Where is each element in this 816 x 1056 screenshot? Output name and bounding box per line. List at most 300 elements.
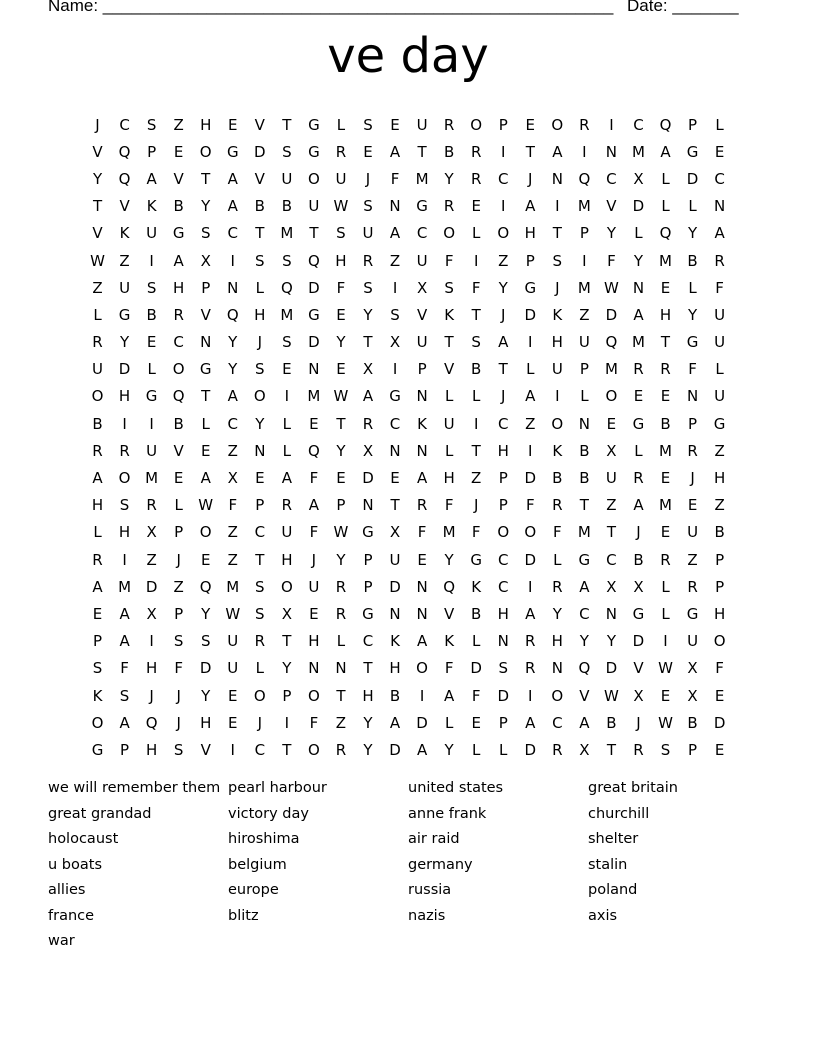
grid-letter: Q (307, 441, 320, 460)
grid-letter: V (606, 197, 617, 216)
grid-letter: J (176, 550, 181, 569)
grid-letter: Y (119, 333, 130, 352)
grid-letter: A (525, 387, 536, 406)
grid-letter: R (443, 197, 455, 216)
grid-letter: L (336, 632, 346, 651)
word-list-item: air raid (408, 831, 460, 847)
grid-letter: L (661, 197, 670, 216)
grid-letter: D (605, 659, 618, 678)
grid-letter: S (282, 251, 292, 270)
grid-letter: X (389, 523, 401, 542)
grid-letter: M (118, 577, 132, 596)
grid-letter: X (633, 577, 644, 596)
grid-letter: R (443, 115, 455, 134)
grid-letter: A (389, 142, 401, 161)
grid-letter: R (552, 577, 563, 596)
grid-letter: A (227, 387, 238, 406)
grid-letter: E (336, 305, 346, 324)
grid-letter: L (174, 496, 183, 515)
grid-letter: Z (471, 469, 482, 488)
grid-letter: O (551, 115, 564, 134)
grid-letter: Q (172, 387, 185, 406)
grid-letter: C (497, 169, 509, 188)
name-field-label: Name: ______________________________________________________ (48, 0, 614, 15)
grid-letter: B (687, 713, 698, 732)
grid-letter: A (416, 469, 428, 488)
grid-letter: W (603, 278, 619, 297)
grid-letter: U (551, 360, 563, 379)
grid-letter: B (471, 360, 482, 379)
grid-letter: J (365, 169, 371, 188)
grid-letter: V (254, 169, 265, 188)
grid-letter: N (416, 577, 428, 596)
grid-letter: R (335, 142, 347, 161)
grid-letter: Y (552, 604, 562, 623)
grid-letter: T (309, 224, 319, 243)
grid-letter: P (498, 496, 508, 515)
grid-letter: K (471, 577, 482, 596)
grid-letter: L (147, 360, 156, 379)
grid-letter: S (282, 333, 292, 352)
grid-letter: C (416, 224, 428, 243)
grid-letter: B (254, 197, 265, 216)
grid-letter: E (336, 469, 346, 488)
grid-letter: L (472, 632, 481, 651)
grid-letter: O (443, 224, 456, 243)
grid-letter: K (417, 414, 427, 433)
grid-letter: M (631, 142, 645, 161)
grid-letter: S (498, 659, 508, 678)
grid-letter: D (713, 713, 726, 732)
grid-letter: P (336, 496, 346, 515)
grid-letter: G (578, 550, 591, 569)
grid-letter: D (524, 550, 537, 569)
grid-letter: V (173, 441, 184, 460)
grid-letter: U (308, 577, 320, 596)
grid-letter: I (122, 550, 127, 569)
grid-letter: Y (336, 550, 346, 569)
grid-letter: G (145, 387, 158, 406)
grid-letter: U (687, 523, 699, 542)
grid-letter: G (713, 414, 726, 433)
grid-letter: T (201, 169, 211, 188)
grid-letter: C (633, 115, 644, 134)
grid-letter: M (442, 523, 456, 542)
grid-letter: O (416, 659, 428, 678)
grid-letter: C (227, 224, 238, 243)
grid-letter: P (579, 224, 589, 243)
word-search-grid (84, 111, 733, 764)
grid-letter: M (307, 387, 321, 406)
grid-letter: A (552, 142, 563, 161)
grid-letter: D (524, 469, 537, 488)
grid-letter: P (525, 251, 535, 270)
word-list-item: poland (588, 882, 638, 898)
grid-letter: L (634, 224, 643, 243)
grid-letter: S (92, 659, 103, 678)
word-list-item: germany (408, 856, 473, 873)
grid-letter: N (416, 387, 428, 406)
grid-letter: A (146, 169, 157, 188)
grid-letter: F (471, 686, 481, 705)
grid-letter: P (174, 523, 184, 542)
grid-letter: E (228, 115, 238, 134)
grid-letter: I (555, 387, 560, 406)
grid-letter: P (255, 496, 265, 515)
grid-letter: F (444, 251, 454, 270)
grid-letter: H (281, 550, 293, 569)
grid-letter: R (281, 496, 293, 515)
grid-letter: P (363, 550, 373, 569)
grid-letter: P (498, 713, 508, 732)
grid-letter: A (92, 469, 103, 488)
grid-letter: A (389, 713, 401, 732)
grid-letter: Q (578, 169, 591, 188)
grid-letter: F (444, 496, 454, 515)
grid-letter: D (416, 713, 428, 732)
grid-letter: Y (687, 305, 698, 324)
grid-letter: D (389, 740, 401, 759)
grid-letter: I (528, 686, 533, 705)
word-list (48, 778, 768, 957)
grid-letter: S (200, 224, 211, 243)
grid-letter: U (605, 469, 617, 488)
grid-letter: P (363, 577, 373, 596)
grid-letter: I (230, 251, 235, 270)
grid-letter: I (582, 142, 587, 161)
grid-letter: Z (687, 550, 698, 569)
grid-letter: U (308, 197, 320, 216)
grid-letter: N (416, 441, 428, 460)
grid-letter: I (149, 414, 154, 433)
grid-letter: A (416, 632, 428, 651)
grid-letter: H (335, 251, 347, 270)
grid-letter: Y (201, 686, 211, 705)
word-list-item: war (48, 933, 75, 949)
grid-letter: D (632, 632, 645, 651)
grid-letter: F (444, 659, 454, 678)
grid-letter: H (551, 632, 563, 651)
word-list-item: hiroshima (228, 831, 300, 847)
grid-letter: N (254, 441, 266, 460)
grid-letter: X (606, 441, 617, 460)
grid-letter: L (688, 278, 697, 297)
grid-letter: T (201, 387, 211, 406)
grid-letter: D (254, 142, 266, 161)
page-title: ve day (327, 28, 489, 84)
grid-letter: S (390, 305, 400, 324)
grid-letter: P (498, 115, 508, 134)
grid-letter: H (254, 305, 266, 324)
grid-letter: T (471, 305, 481, 324)
grid-letter: G (524, 278, 537, 297)
grid-letter: I (392, 278, 398, 297)
grid-letter: H (362, 686, 374, 705)
grid-letter: Y (444, 550, 454, 569)
grid-letter: F (309, 713, 319, 732)
grid-letter: A (416, 740, 428, 759)
grid-letter: M (280, 305, 294, 324)
grid-letter: S (552, 251, 563, 270)
grid-letter: H (145, 740, 158, 759)
grid-letter: Y (255, 414, 265, 433)
grid-letter: M (280, 224, 294, 243)
word-list-item: victory day (228, 805, 309, 822)
grid-letter: G (308, 115, 320, 134)
grid-letter: Z (579, 305, 590, 324)
grid-letter: A (119, 604, 130, 623)
grid-letter: H (308, 632, 320, 651)
grid-letter: U (335, 169, 347, 188)
grid-letter: O (497, 224, 510, 243)
grid-letter: N (551, 659, 563, 678)
grid-letter: G (686, 142, 699, 161)
grid-letter: E (633, 387, 644, 406)
grid-letter: N (389, 441, 401, 460)
grid-letter: A (92, 577, 103, 596)
grid-letter: R (173, 305, 184, 324)
grid-letter: H (497, 604, 509, 623)
grid-letter: E (92, 604, 103, 623)
grid-letter: G (389, 387, 401, 406)
grid-letter: U (146, 441, 158, 460)
grid-letter: A (660, 142, 671, 161)
grid-letter: I (230, 740, 235, 759)
grid-letter: H (659, 305, 672, 324)
grid-letter: Q (226, 305, 239, 324)
grid-letter: X (633, 686, 644, 705)
grid-letter: B (579, 441, 590, 460)
grid-letter: I (528, 333, 533, 352)
grid-letter: R (525, 659, 536, 678)
grid-letter: T (336, 686, 346, 705)
grid-letter: Y (363, 305, 373, 324)
grid-letter: M (577, 523, 591, 542)
grid-letter: T (255, 224, 265, 243)
grid-letter: Q (578, 659, 591, 678)
grid-letter: U (714, 305, 726, 324)
grid-letter: N (578, 414, 590, 433)
grid-letter: I (284, 387, 290, 406)
word-list-item: great britain (588, 780, 678, 796)
grid-letter: T (363, 659, 373, 678)
grid-letter: L (715, 115, 724, 134)
grid-letter: O (91, 713, 104, 732)
grid-letter: X (146, 523, 157, 542)
grid-letter: G (470, 550, 482, 569)
grid-letter: O (172, 360, 185, 379)
grid-letter: X (633, 169, 644, 188)
grid-letter: T (390, 496, 400, 515)
grid-letter: K (552, 305, 563, 324)
grid-letter: T (444, 333, 454, 352)
grid-letter: X (687, 659, 698, 678)
grid-letter: C (254, 523, 266, 542)
grid-letter: Y (228, 333, 238, 352)
grid-letter: H (389, 659, 401, 678)
grid-letter: V (92, 224, 103, 243)
grid-letter: Y (363, 740, 373, 759)
grid-letter: I (473, 414, 479, 433)
grid-letter: L (661, 577, 670, 596)
grid-letter: L (472, 740, 481, 759)
grid-letter: C (606, 550, 617, 569)
grid-letter: P (93, 632, 103, 651)
grid-letter: O (307, 169, 320, 188)
grid-letter: Z (714, 441, 725, 460)
grid-letter: E (417, 550, 427, 569)
grid-letter: J (690, 469, 695, 488)
grid-letter: L (282, 441, 292, 460)
grid-letter: S (173, 740, 184, 759)
grid-letter: O (470, 115, 483, 134)
grid-letter: F (309, 523, 319, 542)
grid-letter: J (176, 686, 181, 705)
grid-letter: L (661, 604, 670, 623)
grid-letter: S (363, 115, 373, 134)
grid-letter: M (415, 169, 429, 188)
grid-letter: S (173, 632, 184, 651)
grid-letter: F (688, 360, 697, 379)
grid-letter: W (658, 659, 673, 678)
grid-letter: H (173, 278, 185, 297)
grid-letter: C (714, 169, 725, 188)
grid-letter: L (255, 659, 264, 678)
grid-letter: R (687, 577, 698, 596)
grid-letter: Z (335, 713, 347, 732)
grid-letter: E (714, 740, 725, 759)
grid-letter: E (173, 142, 184, 161)
grid-letter: H (524, 224, 536, 243)
grid-letter: V (633, 659, 644, 678)
grid-letter: E (173, 469, 184, 488)
grid-letter: Y (282, 659, 292, 678)
grid-letter: W (225, 604, 241, 623)
grid-letter: F (471, 523, 481, 542)
grid-letter: L (444, 713, 454, 732)
grid-letter: U (281, 169, 293, 188)
grid-letter: E (525, 115, 536, 134)
grid-letter: I (473, 251, 479, 270)
grid-letter: Z (146, 550, 157, 569)
grid-letter: U (227, 632, 239, 651)
grid-letter: O (280, 577, 293, 596)
grid-letter: N (551, 169, 563, 188)
grid-letter: L (444, 387, 454, 406)
grid-letter: G (91, 740, 104, 759)
grid-letter: W (333, 523, 349, 542)
grid-letter: U (714, 333, 726, 352)
grid-letter: L (336, 115, 346, 134)
grid-letter: V (579, 686, 590, 705)
grid-letter: I (392, 360, 398, 379)
grid-letter: K (444, 632, 455, 651)
grid-letter: A (579, 577, 590, 596)
grid-letter: B (281, 197, 292, 216)
grid-letter: J (95, 115, 100, 134)
grid-letter: X (281, 604, 292, 623)
grid-letter: H (551, 333, 563, 352)
grid-letter: I (419, 686, 425, 705)
word-list-item: russia (408, 882, 452, 898)
grid-letter: B (579, 469, 590, 488)
grid-letter: I (555, 197, 560, 216)
grid-letter: U (416, 251, 428, 270)
grid-letter: P (498, 469, 508, 488)
grid-letter: C (579, 604, 590, 623)
grid-letter: O (605, 387, 618, 406)
word-list-item: nazis (408, 907, 446, 924)
grid-letter: E (336, 360, 346, 379)
grid-letter: D (389, 577, 401, 596)
grid-letter: I (149, 632, 154, 651)
grid-letter: L (93, 305, 102, 324)
grid-letter: N (308, 659, 320, 678)
grid-letter: Z (389, 251, 401, 270)
grid-letter: Y (687, 224, 698, 243)
grid-letter: T (282, 632, 292, 651)
grid-letter: S (146, 278, 157, 297)
grid-letter: E (606, 414, 617, 433)
grid-letter: N (389, 197, 401, 216)
grid-letter: F (174, 659, 183, 678)
grid-letter: Y (336, 333, 346, 352)
grid-letter: Q (118, 142, 131, 161)
grid-letter: R (714, 251, 725, 270)
grid-letter: U (227, 659, 239, 678)
grid-letter: J (636, 713, 641, 732)
grid-letter: O (91, 387, 104, 406)
grid-letter: Y (336, 441, 346, 460)
grid-letter: B (146, 305, 157, 324)
grid-letter: O (497, 523, 510, 542)
grid-letter: H (118, 523, 131, 542)
grid-letter: E (660, 469, 671, 488)
grid-letter: X (227, 469, 238, 488)
grid-letter: K (552, 441, 563, 460)
grid-letter: B (714, 523, 725, 542)
grid-letter: P (282, 686, 292, 705)
word-list-item: we will remember them (48, 780, 221, 796)
grid-letter: E (309, 604, 319, 623)
grid-letter: K (444, 305, 455, 324)
grid-letter: R (362, 251, 374, 270)
grid-letter: E (146, 333, 157, 352)
grid-letter: T (606, 523, 616, 542)
grid-letter: E (282, 360, 292, 379)
grid-letter: L (444, 441, 454, 460)
grid-letter: G (686, 604, 699, 623)
grid-letter: T (255, 550, 265, 569)
grid-letter: B (389, 686, 401, 705)
grid-letter: F (553, 523, 562, 542)
grid-letter: T (660, 333, 671, 352)
word-list-item: u boats (48, 856, 102, 873)
grid-letter: H (200, 713, 212, 732)
grid-letter: A (389, 224, 401, 243)
grid-letter: O (551, 414, 564, 433)
grid-letter: G (686, 333, 699, 352)
grid-letter: D (524, 740, 537, 759)
grid-letter: L (526, 360, 535, 379)
grid-letter: C (552, 713, 563, 732)
grid-letter: Y (92, 169, 103, 188)
grid-letter: A (498, 333, 509, 352)
grid-letter: O (713, 632, 726, 651)
grid-letter: T (92, 197, 103, 216)
grid-letter: Z (227, 523, 238, 542)
grid-letter: Z (498, 251, 509, 270)
